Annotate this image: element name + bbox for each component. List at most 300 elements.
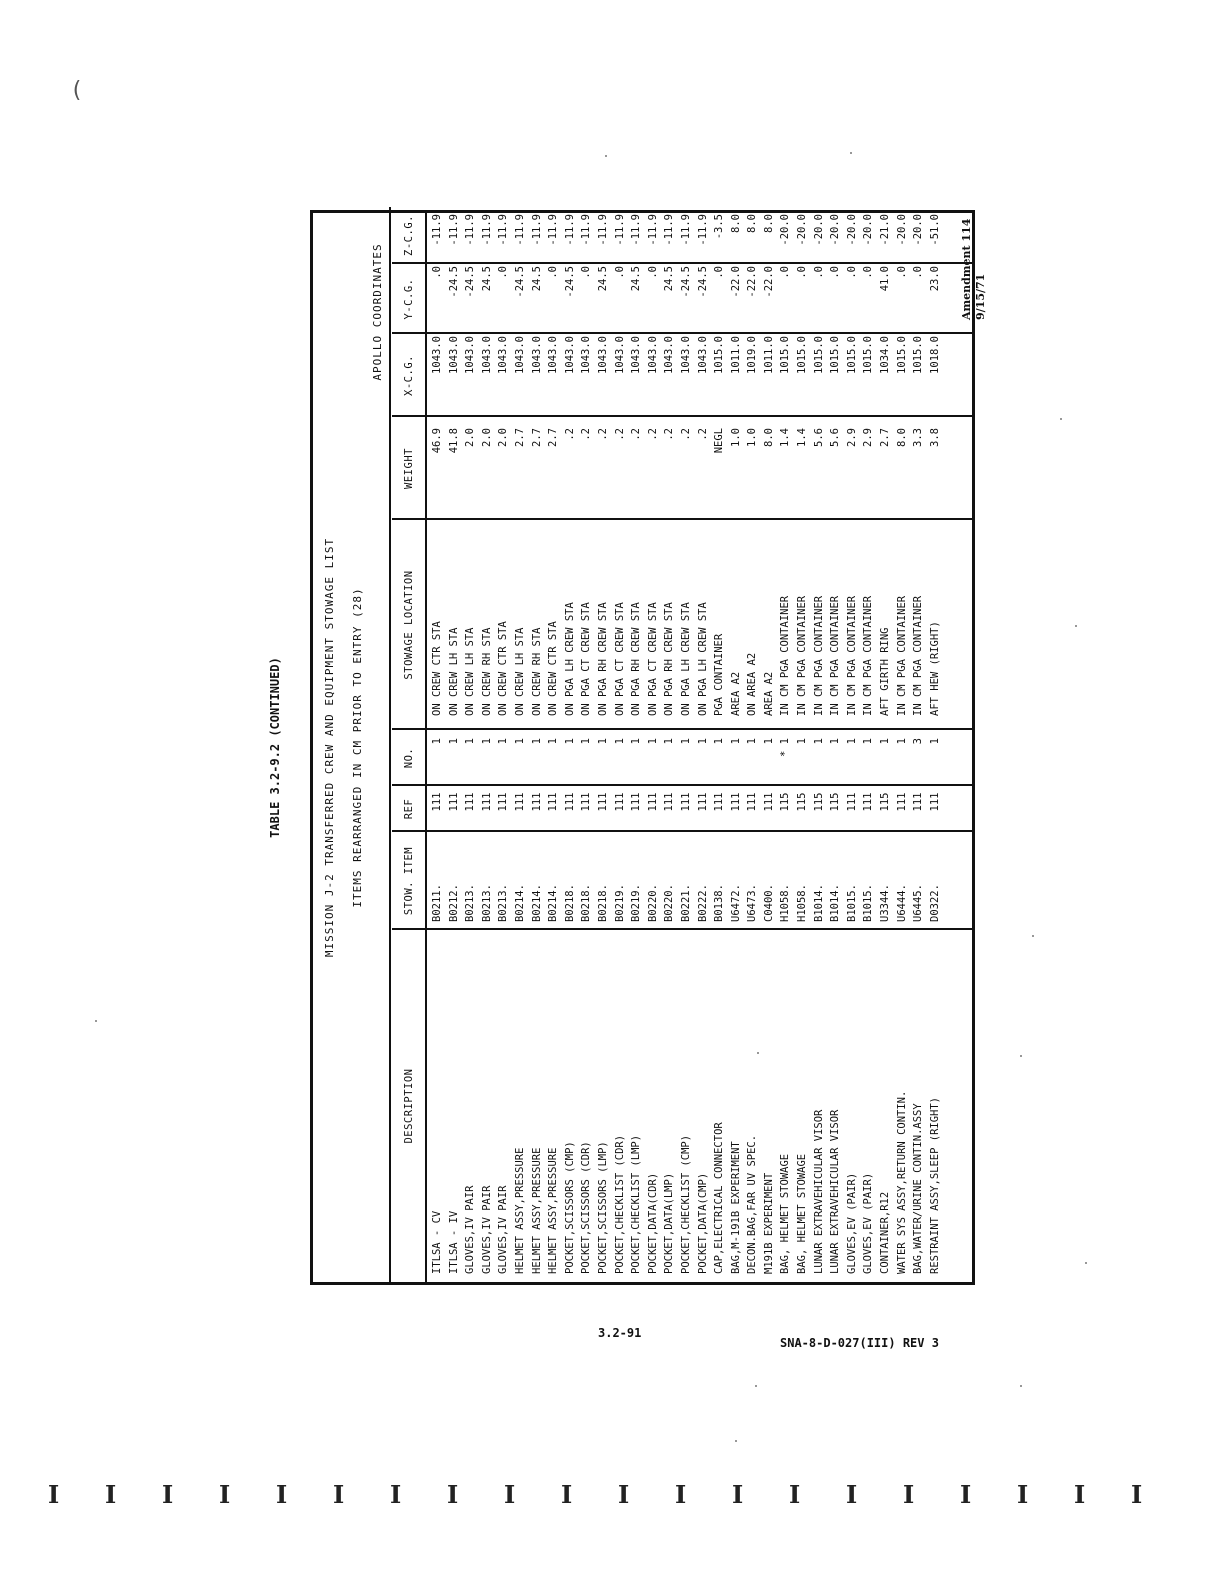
cell-x-cg: 1015.0 bbox=[845, 336, 858, 374]
cell-no: 1 bbox=[497, 738, 510, 745]
page-number: 3.2-91 bbox=[598, 1326, 642, 1340]
rotated-table-page bbox=[268, 210, 975, 1285]
cell-no: 1 bbox=[696, 738, 709, 745]
cell-stowage-location: ON CREW LH STA bbox=[447, 627, 460, 716]
cell-ref: 111 bbox=[630, 792, 643, 812]
cell-no: 1 bbox=[547, 738, 560, 745]
scan-speck bbox=[605, 155, 607, 157]
cell-description: DECON.BAG,FAR UV SPEC. bbox=[746, 1134, 759, 1274]
cell-weight: 8.0 bbox=[762, 428, 775, 447]
table-row bbox=[894, 213, 911, 1282]
edge-index-mark: I bbox=[561, 1480, 573, 1509]
table-row bbox=[777, 213, 794, 1282]
cell-weight: .2 bbox=[663, 428, 676, 441]
table-row bbox=[545, 213, 562, 1282]
edge-index-mark: I bbox=[960, 1480, 972, 1509]
cell-z-cg: 8.0 bbox=[746, 214, 759, 233]
table-row bbox=[529, 213, 546, 1282]
edge-index-mark: I bbox=[1131, 1480, 1143, 1509]
cell-y-cg: 24.5 bbox=[663, 266, 676, 292]
scan-speck bbox=[95, 1020, 97, 1022]
cell-z-cg: -20.0 bbox=[796, 214, 809, 246]
cell-description: WATER SYS ASSY,RETURN CONTIN. bbox=[895, 1090, 908, 1274]
cell-weight: 46.9 bbox=[431, 428, 443, 454]
cell-ref: 111 bbox=[729, 792, 742, 812]
cell-description: GLOVES,IV PAIR bbox=[480, 1185, 493, 1274]
cell-y-cg: .0 bbox=[580, 266, 593, 279]
header-stow-item: STOW. ITEM bbox=[403, 846, 415, 916]
cell-weight: .2 bbox=[613, 428, 626, 441]
cell-x-cg: 1043.0 bbox=[613, 336, 626, 374]
cell-stowage-location: ON PGA CT CREW STA bbox=[646, 602, 659, 716]
cell-stowage-location: IN CM PGA CONTAINER bbox=[796, 595, 809, 716]
cell-stowage-location: PGA CONTAINER bbox=[713, 633, 726, 716]
cell-z-cg: -11.9 bbox=[696, 214, 709, 246]
cell-weight: .2 bbox=[679, 428, 692, 441]
cell-z-cg: -20.0 bbox=[845, 214, 858, 246]
cell-stow-item: B0214. bbox=[547, 884, 560, 922]
edge-index-mark: I bbox=[219, 1480, 231, 1509]
cell-x-cg: 1043.0 bbox=[563, 336, 576, 374]
cell-y-cg: .0 bbox=[613, 266, 626, 279]
cell-weight: .2 bbox=[696, 428, 709, 441]
cell-stow-item: B0219. bbox=[630, 884, 643, 922]
cell-y-cg: 24.5 bbox=[530, 266, 543, 292]
header-ref: REF bbox=[403, 798, 415, 820]
cell-x-cg: 1015.0 bbox=[779, 336, 792, 374]
table-row bbox=[562, 213, 579, 1282]
table-caption: TABLE 3.2-9.2 (CONTINUED) bbox=[268, 657, 282, 838]
cell-z-cg: -20.0 bbox=[862, 214, 875, 246]
cell-weight: 2.0 bbox=[480, 428, 493, 447]
cell-stow-item: B0221. bbox=[679, 884, 692, 922]
cell-stowage-location: ON PGA LH CREW STA bbox=[563, 602, 576, 716]
cell-stowage-location: ON CREW CTR STA bbox=[547, 621, 560, 716]
cell-stow-item: D0322. bbox=[928, 884, 941, 922]
cell-weight: 1.4 bbox=[779, 428, 792, 447]
cell-weight: 2.7 bbox=[513, 428, 526, 447]
cell-z-cg: -11.9 bbox=[480, 214, 493, 246]
cell-z-cg: -11.9 bbox=[464, 214, 477, 246]
cell-y-cg: .0 bbox=[895, 266, 908, 279]
edge-index-mark: I bbox=[504, 1480, 516, 1509]
cell-stowage-location: IN CM PGA CONTAINER bbox=[912, 595, 925, 716]
cell-x-cg: 1043.0 bbox=[646, 336, 659, 374]
cell-z-cg: -51.0 bbox=[928, 214, 941, 246]
cell-z-cg: -11.9 bbox=[513, 214, 526, 246]
cell-z-cg: -11.9 bbox=[447, 214, 460, 246]
cell-z-cg: -20.0 bbox=[829, 214, 842, 246]
cell-x-cg: 1018.0 bbox=[928, 336, 941, 374]
cell-y-cg: .0 bbox=[713, 266, 726, 279]
cell-no: 1 bbox=[713, 738, 726, 745]
cell-no: 1 bbox=[431, 738, 443, 745]
cell-z-cg: -11.9 bbox=[547, 214, 560, 246]
cell-ref: 115 bbox=[796, 792, 809, 812]
cell-stow-item: B0219. bbox=[613, 884, 626, 922]
cell-ref: 111 bbox=[663, 792, 676, 812]
edge-index-mark: I bbox=[105, 1480, 117, 1509]
cell-description: POCKET,SCISSORS (CMP) bbox=[563, 1141, 576, 1274]
header-description: DESCRIPTION bbox=[403, 1068, 415, 1144]
cell-no: 1 bbox=[829, 738, 842, 745]
cell-y-cg: .0 bbox=[812, 266, 825, 279]
cell-stow-item: B0214. bbox=[513, 884, 526, 922]
cell-stowage-location: ON PGA CT CREW STA bbox=[580, 602, 593, 716]
cell-ref: 111 bbox=[613, 792, 626, 812]
cell-y-cg: -24.5 bbox=[513, 266, 526, 298]
cell-y-cg: .0 bbox=[845, 266, 858, 279]
cell-no: 1 bbox=[447, 738, 460, 745]
cell-y-cg: -24.5 bbox=[464, 266, 477, 298]
header-stowage-location: STOWAGE LOCATION bbox=[403, 570, 415, 680]
cell-stowage-location: AREA A2 bbox=[729, 671, 742, 716]
table-row bbox=[628, 213, 645, 1282]
cell-stowage-location: AFT GIRTH RING bbox=[879, 627, 892, 716]
cell-no: 1 bbox=[663, 738, 676, 745]
cell-no: 1 bbox=[513, 738, 526, 745]
cell-z-cg: -3.5 bbox=[713, 214, 726, 240]
cell-z-cg: -11.9 bbox=[580, 214, 593, 246]
cell-description: LUNAR EXTRAVEHICULAR VISOR bbox=[812, 1109, 825, 1274]
cell-ref: 111 bbox=[563, 792, 576, 812]
cell-y-cg: .0 bbox=[829, 266, 842, 279]
header-y-cg: Y-C.G. bbox=[403, 278, 415, 320]
edge-index-mark: I bbox=[1017, 1480, 1029, 1509]
cell-description: HELMET ASSY,PRESSURE bbox=[530, 1147, 543, 1274]
cell-description: RESTRAINT ASSY,SLEEP (RIGHT) bbox=[928, 1096, 941, 1274]
cell-z-cg: -11.9 bbox=[431, 214, 443, 246]
cell-stow-item: B1015. bbox=[845, 884, 858, 922]
scan-speck bbox=[757, 1052, 759, 1054]
cell-no: 1 bbox=[580, 738, 593, 745]
cell-description: HELMET ASSY,PRESSURE bbox=[547, 1147, 560, 1274]
cell-weight: 5.6 bbox=[812, 428, 825, 447]
cell-weight: 2.7 bbox=[547, 428, 560, 447]
cell-y-cg: .0 bbox=[431, 266, 443, 279]
cell-no: 1 bbox=[928, 738, 941, 745]
cell-y-cg: -22.0 bbox=[746, 266, 759, 298]
cell-weight: 2.0 bbox=[464, 428, 477, 447]
cell-weight: 5.6 bbox=[829, 428, 842, 447]
cell-no: 1 bbox=[796, 738, 809, 745]
cell-z-cg: -11.9 bbox=[679, 214, 692, 246]
cell-stow-item: B0213. bbox=[497, 884, 510, 922]
cell-stowage-location: ON CREW CTR STA bbox=[497, 621, 510, 716]
edge-index-mark: I bbox=[276, 1480, 288, 1509]
table-row bbox=[661, 213, 678, 1282]
cell-no: 1 bbox=[812, 738, 825, 745]
cell-x-cg: 1015.0 bbox=[812, 336, 825, 374]
cell-weight: 2.0 bbox=[497, 428, 510, 447]
cell-y-cg: .0 bbox=[497, 266, 510, 279]
cell-description: POCKET,DATA(CDR) bbox=[646, 1172, 659, 1274]
cell-no: 1 bbox=[679, 738, 692, 745]
table-row bbox=[794, 213, 811, 1282]
cell-description: ITLSA - IV bbox=[447, 1210, 460, 1274]
cell-ref: 111 bbox=[447, 792, 460, 812]
cell-x-cg: 1015.0 bbox=[713, 336, 726, 374]
cell-ref: 111 bbox=[547, 792, 560, 812]
cell-x-cg: 1043.0 bbox=[464, 336, 477, 374]
table-row bbox=[910, 213, 927, 1282]
table-row bbox=[578, 213, 595, 1282]
stowage-table bbox=[310, 210, 975, 1285]
cell-stowage-location: IN CM PGA CONTAINER bbox=[895, 595, 908, 716]
scan-speck bbox=[850, 152, 852, 154]
cell-x-cg: 1043.0 bbox=[580, 336, 593, 374]
cell-x-cg: 1043.0 bbox=[530, 336, 543, 374]
table-subtitle: ITEMS REARRANGED IN CM PRIOR TO ENTRY (28) bbox=[351, 587, 364, 908]
cell-z-cg: -21.0 bbox=[879, 214, 892, 246]
table-row bbox=[429, 213, 446, 1282]
edge-index-mark: I bbox=[48, 1480, 60, 1509]
cell-z-cg: -20.0 bbox=[812, 214, 825, 246]
cell-stow-item: B0212. bbox=[447, 884, 460, 922]
cell-stowage-location: IN CM PGA CONTAINER bbox=[779, 595, 792, 716]
cell-x-cg: 1043.0 bbox=[696, 336, 709, 374]
cell-ref: 115 bbox=[779, 792, 792, 812]
cell-stow-item: U6444. bbox=[895, 884, 908, 922]
cell-weight: .2 bbox=[596, 428, 609, 441]
cell-stowage-location: AREA A2 bbox=[762, 671, 775, 716]
cell-stowage-location: ON CREW RH STA bbox=[480, 627, 493, 716]
cell-weight: .2 bbox=[646, 428, 659, 441]
cell-ref: 111 bbox=[746, 792, 759, 812]
cell-x-cg: 1015.0 bbox=[796, 336, 809, 374]
scan-speck bbox=[1060, 418, 1062, 420]
edge-index-mark: I bbox=[333, 1480, 345, 1509]
cell-description: POCKET,SCISSORS (CDR) bbox=[580, 1141, 593, 1274]
edge-index-mark: I bbox=[732, 1480, 744, 1509]
cell-description: LUNAR EXTRAVEHICULAR VISOR bbox=[829, 1109, 842, 1274]
cell-ref: 111 bbox=[596, 792, 609, 812]
cell-stow-item: U6445. bbox=[912, 884, 925, 922]
cell-description: BAG,M-191B EXPERIMENT bbox=[729, 1141, 742, 1274]
cell-description: CAP,ELECTRICAL CONNECTOR bbox=[713, 1122, 726, 1274]
cell-ref: 111 bbox=[713, 792, 726, 812]
cell-no: 1 bbox=[630, 738, 643, 745]
cell-y-cg: .0 bbox=[796, 266, 809, 279]
table-row bbox=[811, 213, 828, 1282]
scan-speck bbox=[755, 1385, 757, 1387]
scan-speck bbox=[1075, 625, 1077, 627]
cell-z-cg: -11.9 bbox=[613, 214, 626, 246]
cell-no: 1 bbox=[530, 738, 543, 745]
edge-index-mark: I bbox=[846, 1480, 858, 1509]
cell-stowage-location: ON PGA RH CREW STA bbox=[663, 602, 676, 716]
header-no: NO. bbox=[403, 747, 415, 769]
table-body bbox=[429, 213, 943, 1282]
cell-weight: 2.7 bbox=[879, 428, 892, 447]
cell-ref: 111 bbox=[464, 792, 477, 812]
header-top-rule bbox=[389, 213, 391, 1282]
table-row bbox=[761, 213, 778, 1282]
table-row bbox=[678, 213, 695, 1282]
cell-weight: 41.8 bbox=[447, 428, 460, 454]
cell-stow-item: U3344. bbox=[879, 884, 892, 922]
cell-stow-item: B0214. bbox=[530, 884, 543, 922]
table-row bbox=[645, 213, 662, 1282]
cell-ref: 111 bbox=[696, 792, 709, 812]
cell-ref: 111 bbox=[862, 792, 875, 812]
cell-x-cg: 1015.0 bbox=[912, 336, 925, 374]
scan-speck bbox=[1020, 1055, 1022, 1057]
cell-ref: 111 bbox=[912, 792, 925, 812]
cell-stowage-location: ON PGA RH CREW STA bbox=[596, 602, 609, 716]
cell-z-cg: -11.9 bbox=[646, 214, 659, 246]
cell-ref: 111 bbox=[497, 792, 510, 812]
header-bottom-rule bbox=[425, 213, 427, 1282]
cell-weight: 3.8 bbox=[928, 428, 941, 447]
edge-index-mark: I bbox=[447, 1480, 459, 1509]
cell-weight: 1.0 bbox=[746, 428, 759, 447]
cell-stowage-location: ON PGA LH CREW STA bbox=[696, 602, 709, 716]
table-title: MISSION J-2 TRANSFERRED CREW AND EQUIPMENT STOWAGE LIST bbox=[323, 537, 336, 958]
cell-stowage-location: AFT HEW (RIGHT) bbox=[928, 621, 941, 716]
cell-no: 1 bbox=[895, 738, 908, 745]
table-row bbox=[877, 213, 894, 1282]
cell-z-cg: -11.9 bbox=[596, 214, 609, 246]
cell-description: POCKET,SCISSORS (LMP) bbox=[596, 1141, 609, 1274]
cell-y-cg: 24.5 bbox=[596, 266, 609, 292]
cell-no: 1 bbox=[746, 738, 759, 745]
table-row bbox=[860, 213, 877, 1282]
cell-description: ITLSA - CV bbox=[431, 1210, 443, 1274]
table-row bbox=[512, 213, 529, 1282]
cell-no: 1 bbox=[563, 738, 576, 745]
cell-ref: 111 bbox=[679, 792, 692, 812]
cell-z-cg: -20.0 bbox=[779, 214, 792, 246]
cell-x-cg: 1015.0 bbox=[895, 336, 908, 374]
cell-stow-item: C0400. bbox=[762, 884, 775, 922]
cell-stow-item: B0211. bbox=[431, 884, 443, 922]
cell-y-cg: -22.0 bbox=[729, 266, 742, 298]
cell-description: GLOVES,IV PAIR bbox=[464, 1185, 477, 1274]
cell-stowage-location: ON CREW CTR STA bbox=[431, 621, 443, 716]
edge-index-mark: I bbox=[789, 1480, 801, 1509]
cell-y-cg: 23.0 bbox=[928, 266, 941, 292]
cell-stowage-location: IN CM PGA CONTAINER bbox=[829, 595, 842, 716]
table-row bbox=[462, 213, 479, 1282]
cell-x-cg: 1043.0 bbox=[547, 336, 560, 374]
cell-no: 1 bbox=[464, 738, 477, 745]
edge-index-marks bbox=[48, 1480, 1178, 1520]
table-row bbox=[595, 213, 612, 1282]
cell-ref: 111 bbox=[928, 792, 941, 812]
cell-description: CONTAINER,R12 bbox=[879, 1191, 892, 1274]
cell-x-cg: 1043.0 bbox=[497, 336, 510, 374]
cell-ref: 111 bbox=[845, 792, 858, 812]
cell-no: 1 bbox=[845, 738, 858, 745]
cell-no: 1 bbox=[613, 738, 626, 745]
cell-x-cg: 1011.0 bbox=[762, 336, 775, 374]
table-row bbox=[827, 213, 844, 1282]
cell-x-cg: 1043.0 bbox=[431, 336, 443, 374]
cell-stow-item: B0218. bbox=[563, 884, 576, 922]
scan-speck bbox=[1085, 1262, 1087, 1264]
cell-stow-item: U6473. bbox=[746, 884, 759, 922]
edge-index-mark: I bbox=[1074, 1480, 1086, 1509]
amendment-date: 9/15/71 bbox=[974, 273, 987, 320]
cell-description: POCKET,DATA(CMP) bbox=[696, 1172, 709, 1274]
cell-y-cg: 24.5 bbox=[630, 266, 643, 292]
header-weight: WEIGHT bbox=[403, 448, 415, 489]
cell-x-cg: 1043.0 bbox=[679, 336, 692, 374]
cell-ref: 111 bbox=[530, 792, 543, 812]
cell-no: 1 bbox=[879, 738, 892, 745]
cell-y-cg: .0 bbox=[547, 266, 560, 279]
cell-weight: 3.3 bbox=[912, 428, 925, 447]
cell-ref: 111 bbox=[580, 792, 593, 812]
cell-stowage-location: IN CM PGA CONTAINER bbox=[845, 595, 858, 716]
cell-z-cg: 8.0 bbox=[762, 214, 775, 233]
cell-weight: 2.7 bbox=[530, 428, 543, 447]
cell-stow-item: B0218. bbox=[580, 884, 593, 922]
cell-description: BAG, HELMET STOWAGE bbox=[796, 1153, 809, 1274]
cell-weight: 1.0 bbox=[729, 428, 742, 447]
cell-x-cg: 1019.0 bbox=[746, 336, 759, 374]
cell-y-cg: .0 bbox=[779, 266, 792, 279]
cell-y-cg: -24.5 bbox=[679, 266, 692, 298]
cell-description: BAG,WATER/URINE CONTIN.ASSY bbox=[912, 1103, 925, 1274]
cell-no: 3 bbox=[912, 738, 925, 745]
header-z-cg: Z-C.G. bbox=[403, 215, 415, 256]
cell-ref: 111 bbox=[762, 792, 775, 812]
cell-ref: 115 bbox=[879, 792, 892, 812]
cell-description: POCKET,DATA(LMP) bbox=[663, 1172, 676, 1274]
cell-stow-item: B1014. bbox=[829, 884, 842, 922]
cell-weight: 1.4 bbox=[796, 428, 809, 447]
cell-x-cg: 1043.0 bbox=[513, 336, 526, 374]
cell-x-cg: 1011.0 bbox=[729, 336, 742, 374]
cell-y-cg: .0 bbox=[862, 266, 875, 279]
table-row bbox=[495, 213, 512, 1282]
edge-index-mark: I bbox=[675, 1480, 687, 1509]
cell-stow-item: B0220. bbox=[663, 884, 676, 922]
cell-description: POCKET,CHECKLIST (CMP) bbox=[679, 1134, 692, 1274]
cell-stow-item: B1014. bbox=[812, 884, 825, 922]
cell-y-cg: 24.5 bbox=[480, 266, 493, 292]
cell-weight: 8.0 bbox=[895, 428, 908, 447]
cell-weight: 2.9 bbox=[862, 428, 875, 447]
cell-description: HELMET ASSY,PRESSURE bbox=[513, 1147, 526, 1274]
cell-y-cg: -22.0 bbox=[762, 266, 775, 298]
cell-description: M191B EXPERIMENT bbox=[762, 1172, 775, 1274]
cell-weight: 2.9 bbox=[845, 428, 858, 447]
cell-ref: 111 bbox=[895, 792, 908, 812]
cell-ref: 115 bbox=[829, 792, 842, 812]
cell-y-cg: .0 bbox=[912, 266, 925, 279]
cell-stow-item: B0218. bbox=[596, 884, 609, 922]
cell-no: 1 bbox=[862, 738, 875, 745]
cell-ref: 111 bbox=[431, 792, 443, 812]
stray-paren-mark: ( bbox=[70, 78, 84, 103]
cell-no: 1 bbox=[762, 738, 775, 745]
cell-x-cg: 1043.0 bbox=[447, 336, 460, 374]
cell-z-cg: -20.0 bbox=[895, 214, 908, 246]
edge-index-mark: I bbox=[390, 1480, 402, 1509]
cell-stow-item: B0220. bbox=[646, 884, 659, 922]
cell-no: 1 bbox=[596, 738, 609, 745]
edge-index-mark: I bbox=[903, 1480, 915, 1509]
cell-z-cg: -11.9 bbox=[530, 214, 543, 246]
cell-y-cg: 41.0 bbox=[879, 266, 892, 292]
cell-stowage-location: ON PGA LH CREW STA bbox=[679, 602, 692, 716]
cell-stowage-location: ON CREW RH STA bbox=[530, 627, 543, 716]
cell-x-cg: 1034.0 bbox=[879, 336, 892, 374]
cell-x-cg: 1043.0 bbox=[630, 336, 643, 374]
